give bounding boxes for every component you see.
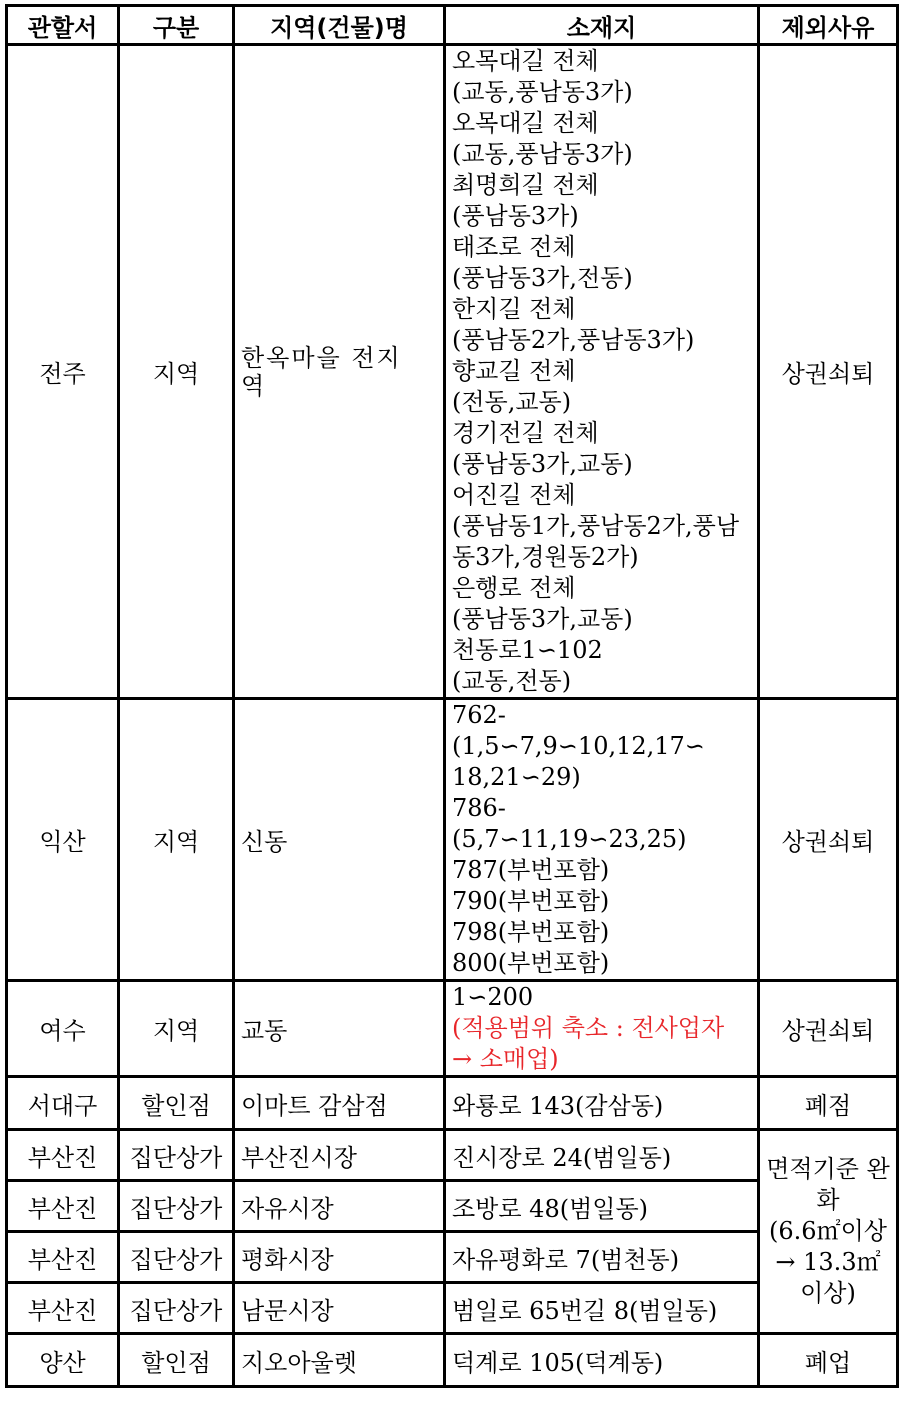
location-line: 경기전길 전체 — [452, 419, 599, 447]
type-cell: 집단상가 — [119, 1130, 234, 1181]
location-line: (교동,전동) — [452, 667, 572, 695]
name-cell: 교동 — [234, 981, 445, 1077]
reason-cell: 상권쇠퇴 — [759, 981, 898, 1077]
table-row — [7, 1077, 898, 1130]
scope-note-line: → 소매업) — [452, 1045, 559, 1073]
location-line: 향교길 전체 — [452, 357, 576, 385]
location-cell — [445, 981, 759, 1077]
name-cell: 남문시장 — [234, 1283, 445, 1334]
location-line: (5,7∽11,19∽23,25) — [452, 825, 687, 853]
type-cell: 지역 — [119, 981, 234, 1077]
reason-cell — [759, 1130, 898, 1334]
type-cell: 지역 — [119, 699, 234, 981]
type-cell: 지역 — [119, 45, 234, 699]
location-cell — [445, 45, 759, 699]
office-cell: 양산 — [7, 1334, 119, 1387]
office-cell: 부산진 — [7, 1130, 119, 1181]
table-row — [7, 699, 898, 981]
location-line: 오목대길 전체 — [452, 47, 599, 75]
location-line: 천동로1∽102 — [452, 636, 603, 664]
location-cell: 자유평화로 7(범천동) — [445, 1232, 759, 1283]
office-cell: 익산 — [7, 699, 119, 981]
name-cell: 평화시장 — [234, 1232, 445, 1283]
location-line: (풍남동1가,풍남동2가,풍남 — [452, 512, 739, 540]
office-cell: 여수 — [7, 981, 119, 1077]
type-cell: 집단상가 — [119, 1232, 234, 1283]
reason-line: 이상) — [800, 1279, 856, 1307]
location-cell: 덕계로 105(덕계동) — [445, 1334, 759, 1387]
location-line: 최명희길 전체 — [452, 171, 599, 199]
location-line: 786- — [452, 794, 506, 822]
office-cell: 부산진 — [7, 1232, 119, 1283]
type-cell: 집단상가 — [119, 1181, 234, 1232]
office-cell: 전주 — [7, 45, 119, 699]
location-line: 18,21∽29) — [452, 763, 581, 791]
name-cell: 지오아울렛 — [234, 1334, 445, 1387]
name-cell: 이마트 감삼점 — [234, 1077, 445, 1130]
reason-cell: 폐점 — [759, 1077, 898, 1130]
location-line: 태조로 전체 — [452, 233, 576, 261]
name-text: 한옥마을 전지역 — [241, 343, 402, 400]
reason-line: 면적기준 완 — [766, 1155, 890, 1183]
header-office: 관할서 — [7, 6, 119, 45]
location-line: (풍남동3가,교동) — [452, 450, 633, 478]
table-row — [7, 45, 898, 699]
location-line: (전동,교동) — [452, 388, 572, 416]
location-line: 어진길 전체 — [452, 481, 576, 509]
location-cell: 범일로 65번길 8(범일동) — [445, 1283, 759, 1334]
name-cell — [234, 45, 445, 699]
location-line: 762- — [452, 701, 506, 729]
reason-line: 화 — [816, 1186, 840, 1214]
header-name: 지역(건물)명 — [234, 6, 445, 45]
reason-line: → 13.3㎡ — [775, 1248, 881, 1276]
name-cell: 부산진시장 — [234, 1130, 445, 1181]
office-cell: 부산진 — [7, 1283, 119, 1334]
location-line: 동3가,경원동2가) — [452, 543, 639, 571]
location-line: 은행로 전체 — [452, 574, 576, 602]
location-cell: 조방로 48(범일동) — [445, 1181, 759, 1232]
header-type: 구분 — [119, 6, 234, 45]
reason-cell: 폐업 — [759, 1334, 898, 1387]
location-line: (풍남동2가,풍남동3가) — [452, 326, 695, 354]
reason-line: (6.6㎡이상 — [769, 1217, 887, 1245]
name-cell: 신동 — [234, 699, 445, 981]
scope-note-line: (적용범위 축소 : 전사업자 — [452, 1014, 725, 1042]
reason-cell: 상권쇠퇴 — [759, 45, 898, 699]
location-cell: 진시장로 24(범일동) — [445, 1130, 759, 1181]
type-cell: 할인점 — [119, 1334, 234, 1387]
name-cell: 자유시장 — [234, 1181, 445, 1232]
type-cell: 할인점 — [119, 1077, 234, 1130]
location-line: (풍남동3가,교동) — [452, 605, 633, 633]
location-line: 800(부번포함) — [452, 949, 610, 977]
location-line: (1,5∽7,9∽10,12,17∽ — [452, 732, 705, 760]
location-cell: 와룡로 143(감삼동) — [445, 1077, 759, 1130]
exclusion-table — [5, 4, 899, 1388]
table-row — [7, 981, 898, 1077]
location-line: 1∽200 — [452, 983, 534, 1011]
table-row — [7, 1130, 898, 1181]
reason-cell: 상권쇠퇴 — [759, 699, 898, 981]
location-line: 한지길 전체 — [452, 295, 576, 323]
location-line: (풍남동3가,전동) — [452, 264, 633, 292]
location-line: 787(부번포함) — [452, 856, 610, 884]
office-cell: 서대구 — [7, 1077, 119, 1130]
location-cell — [445, 699, 759, 981]
location-line: (풍남동3가) — [452, 202, 579, 230]
office-cell: 부산진 — [7, 1181, 119, 1232]
header-row — [7, 6, 898, 45]
type-cell: 집단상가 — [119, 1283, 234, 1334]
header-reason: 제외사유 — [759, 6, 898, 45]
location-line: 오목대길 전체 — [452, 109, 599, 137]
table-row — [7, 1334, 898, 1387]
location-line: (교동,풍남동3가) — [452, 140, 633, 168]
location-line: (교동,풍남동3가) — [452, 78, 633, 106]
header-location: 소재지 — [445, 6, 759, 45]
location-line: 790(부번포함) — [452, 887, 610, 915]
location-line: 798(부번포함) — [452, 918, 610, 946]
